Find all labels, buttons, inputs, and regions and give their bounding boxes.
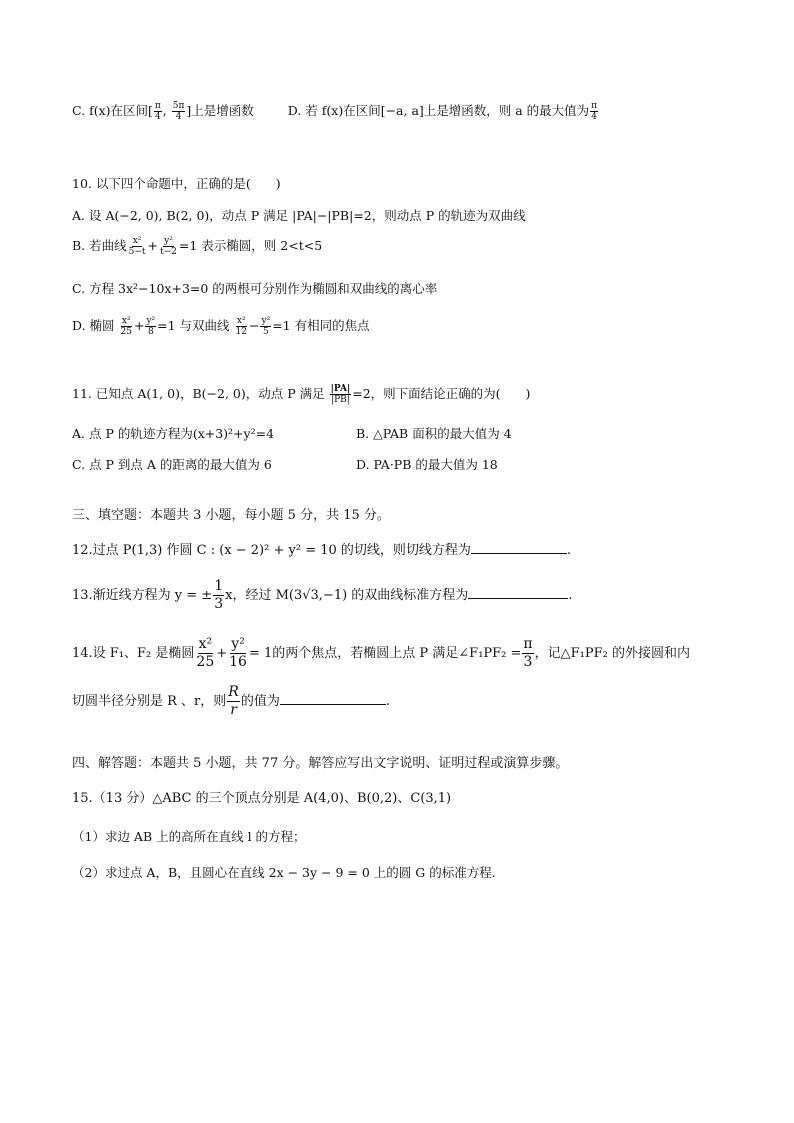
q9-options-cd	[72, 101, 599, 122]
fraction: $\frac{\pi}{4}$	[154, 101, 161, 122]
q10-option-d: D. 椭圆 $\frac{\text{x²}}{25}$ + $\frac{\text{y²}}{8}$ =1 与双曲线 $\frac{\text{x²}}{12}$ − $\frac{\text{y²}}{5}$ =1 有相同的焦点	[72, 316, 370, 337]
q10-option-c: C. 方程 3x²−10x+3=0 的两根可分别作为椭圆和双曲线的离心率	[72, 281, 438, 296]
fraction: $\frac{\pi}{3}$	[523, 636, 533, 670]
q10-stem: 10. 以下四个命题中，正确的是( )	[72, 176, 281, 191]
answer-blank[interactable]	[280, 692, 386, 705]
q11-option-d: D. PA·PB 的最大值为 18	[356, 457, 498, 472]
fraction: $\frac{5\pi}{4}$	[172, 101, 185, 122]
q14-line2: 切圆半径分别是 R 、r，则 $\frac{R}{r}$ 的值为 .	[72, 684, 390, 718]
fraction: $\frac{\text{y²}}{5}$	[261, 316, 271, 337]
q14-line1: 14.设 F₁、F₂ 是椭圆 $\frac{\text{x²}}{25}$ + $\frac{\text{y²}}{16}$ = 1的两个焦点，若椭圆上点 P 满足∠F₁PF₂ = $\frac{\pi}{3}$ ，记△F₁PF₂ 的外接圆和内	[72, 636, 690, 670]
fraction: $\frac{\text{x²}}{5-t}$	[128, 236, 146, 257]
q12: 12.过点 P(1,3) 作圆 C : (x − 2)² + y² = 10 的切线，则切线方程为 .	[72, 543, 572, 558]
fraction: $\frac{\text{x²}}{25}$	[120, 316, 132, 337]
fraction: $\frac{\text{y²}}{16}$	[229, 636, 247, 670]
q11-option-b: B. △PAB 面积的最大值为 4	[356, 426, 512, 441]
q11-option-c: C. 点 P 到点 A 的距离的最大值为 6	[72, 457, 272, 472]
q15-part2: （2）求过点 A，B，且圆心在直线 2x − 3y − 9 = 0 上的圆 G 的标准方程.	[72, 865, 496, 880]
section-3-heading: 三、填空题：本题共 3 小题，每小题 5 分，共 15 分。	[72, 508, 390, 523]
fraction: $\frac{\pi}{4}$	[591, 101, 598, 122]
fraction: $\frac{1}{3}$	[214, 578, 224, 612]
q10-option-a: A. 设 A(−2, 0), B(2, 0)，动点 P 满足 |PA|−|PB|=2，则动点 P 的轨迹为双曲线	[72, 208, 526, 223]
q15-part1: （1）求边 AB 上的高所在直线 l 的方程；	[72, 829, 306, 844]
q11-stem: 11. 已知点 A(1, 0)，B(−2, 0)，动点 P 满足 $\frac{|PA|}{|PB|}$ =2，则下面结论正确的为( )	[72, 384, 531, 405]
q11-option-a: A. 点 P 的轨迹方程为(x+3)²+y²=4	[72, 426, 275, 441]
fraction: $\frac{R}{r}$	[228, 684, 239, 718]
q15-stem: 15.（13 分）△ABC 的三个顶点分别是 A(4,0)、B(0,2)、C(3,1)	[72, 791, 452, 806]
q9-option-d: D. 若 f(x)在区间[−a, a]上是增函数，则 a 的最大值为 $\frac{\pi}{4}$	[287, 101, 598, 122]
fraction: $\frac{\text{x²}}{25}$	[196, 636, 215, 670]
fraction: $\frac{\text{x²}}{12}$	[235, 316, 247, 337]
fraction: $\frac{\text{y²}}{8}$	[146, 316, 156, 337]
fraction: $\frac{|PA|}{|PB|}$	[330, 384, 351, 405]
answer-blank[interactable]	[468, 586, 568, 599]
fraction: $\frac{\text{y²}}{t-2}$	[160, 236, 177, 257]
answer-blank[interactable]	[471, 541, 567, 554]
q9-option-c: C. f(x)在区间[ $\frac{\pi}{4}$ , $\frac{5\pi}{4}$ ]上是增函数	[72, 101, 254, 122]
q10-option-b: B. 若曲线 $\frac{\text{x²}}{5-t}$ + $\frac{\text{y²}}{t-2}$ =1 表示椭圆，则 2<t<5	[72, 236, 323, 257]
q13: 13.渐近线方程为 y = ± $\frac{1}{3}$ x，经过 M(3√3,−1) 的双曲线标准方程为 .	[72, 578, 573, 612]
section-4-heading: 四、解答题：本题共 5 小题，共 77 分。解答应写出文字说明、证明过程或演算步骤。	[72, 756, 569, 771]
